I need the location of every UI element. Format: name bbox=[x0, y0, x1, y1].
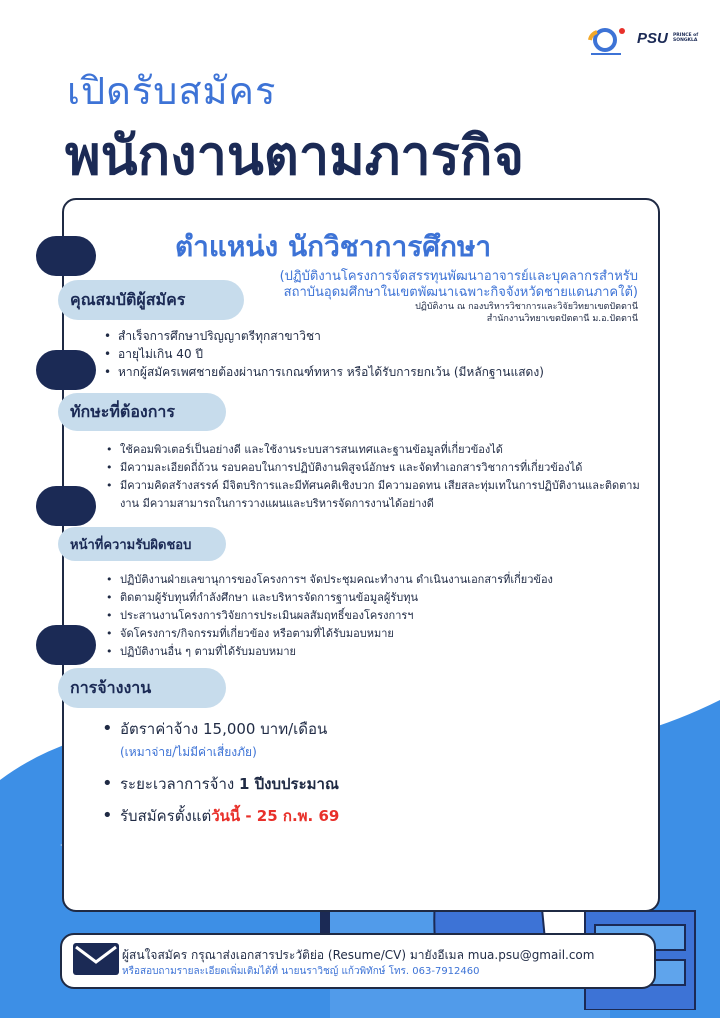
duration-prefix: ระยะเวลาการจ้าง bbox=[120, 775, 239, 793]
list-item: • ปฏิบัติงานฝ่ายเลขานุการของโครงการฯ จัดประชุมคณะทำงาน ดำเนินงานเอกสารที่เกี่ยวข้อง bbox=[104, 571, 649, 589]
position-project-line1: (ปฏิบัติงานโครงการจัดสรรทุนพัฒนาอาจารย์และบุคลากรสำหรับ bbox=[279, 269, 638, 284]
salary-text: อัตราค่าจ้าง 15,000 บาท/เดือน bbox=[120, 720, 328, 738]
qualifications-list bbox=[102, 327, 632, 381]
list-item: • จัดโครงการ/กิจกรรมที่เกี่ยวข้อง หรือตามที่ได้รับมอบหมาย bbox=[104, 625, 649, 643]
psu-logo bbox=[637, 30, 697, 60]
duties-list bbox=[104, 571, 649, 661]
section-tab-decoration bbox=[36, 350, 96, 390]
salary-note: (เหมาจ่าย/ไม่มีค่าเสี่ยงภัย) bbox=[120, 745, 257, 759]
duration-value: 1 ปีงบประมาณ bbox=[239, 775, 339, 793]
section-tab-decoration bbox=[36, 486, 96, 526]
list-item: • ติดตามผู้รับทุนที่กำลังศึกษา และบริหารจัดการฐานข้อมูลผู้รับทุน bbox=[104, 589, 649, 607]
contact-line-1: ผู้สนใจสมัคร กรุณาส่งเอกสารประวัติย่อ (Resume/CV) มายังอีเมล mua.psu@gmail.com bbox=[122, 948, 595, 962]
section-header-employment bbox=[58, 668, 226, 708]
list-item: • ปฏิบัติงานอื่น ๆ ตามที่ได้รับมอบหมาย bbox=[104, 643, 649, 661]
section-label: คุณสมบัติผู้สมัคร bbox=[70, 289, 186, 309]
position-title: ตำแหน่ง นักวิชาการศึกษา bbox=[175, 230, 492, 263]
section-header-duties bbox=[58, 527, 226, 561]
section-tab-decoration bbox=[36, 625, 96, 665]
skills-list bbox=[104, 441, 649, 513]
mail-icon bbox=[72, 942, 120, 976]
section-header-qualifications bbox=[58, 280, 244, 320]
section-tab-decoration bbox=[36, 236, 96, 276]
header-title: พนักงานตามภารกิจ bbox=[65, 124, 525, 187]
psu-logo-mark: PSU bbox=[637, 30, 668, 47]
duration-item bbox=[100, 773, 420, 795]
office-line1: ปฏิบัติงาน ณ กองบริหารวิชาการและวิจัยวิทยาเขตปัตตานี bbox=[415, 302, 638, 312]
list-item: • มีความละเอียดถี่ถ้วน รอบคอบในการปฏิบัติงานพิสูจน์อักษร และจัดทำเอกสารวิชาการที่เกี่ยวข้องได้ bbox=[104, 459, 649, 477]
apply-prefix: รับสมัครตั้งแต่ bbox=[120, 807, 212, 825]
apply-item bbox=[100, 805, 420, 827]
section-label: การจ้างงาน bbox=[70, 677, 152, 697]
employment-list bbox=[100, 718, 420, 827]
office-line2: สำนักงานวิทยาเขตปัตตานี ม.อ.ปัตตานี bbox=[486, 314, 638, 324]
list-item: • สำเร็จการศึกษาปริญญาตรีทุกสาขาวิชา bbox=[102, 327, 632, 345]
header-subtitle: เปิดรับสมัคร bbox=[67, 69, 277, 113]
section-label: หน้าที่ความรับผิดชอบ bbox=[70, 537, 192, 553]
apply-deadline: วันนี้ - 25 ก.พ. 69 bbox=[211, 807, 340, 825]
list-item: • ประสานงานโครงการวิจัยการประเมินผลสัมฤทธิ์ของโครงการฯ bbox=[104, 607, 649, 625]
list-item: • อายุไม่เกิน 40 ปี bbox=[102, 345, 632, 363]
contact-line-2: หรือสอบถามรายละเอียดเพิ่มเติมได้ที่ นายนราวิชญ์ แก้วพิทักษ์ โทร. 063-7912460 bbox=[122, 966, 480, 977]
psu-logo-text: PRINCE of SONGKLA bbox=[673, 33, 699, 43]
list-item: • ใช้คอมพิวเตอร์เป็นอย่างดี และใช้งานระบบสารสนเทศและฐานข้อมูลที่เกี่ยวข้องได้ bbox=[104, 441, 649, 459]
list-item: • มีความคิดสร้างสรรค์ มีจิตบริการและมีทัศนคติเชิงบวก มีความอดทน เสียสละทุ่มเทในการปฏิบัติงานและติดตามงาน มีความสามารถในการวางแผนและบริหารจัดการงานได้อย่างดี bbox=[104, 477, 649, 513]
section-header-skills bbox=[58, 393, 226, 431]
position-project-line2: สถาบันอุดมศึกษาในเขตพัฒนาเฉพาะกิจจังหวัดชายแดนภาคใต้) bbox=[283, 285, 638, 300]
salary-item bbox=[100, 718, 420, 763]
list-item: • หากผู้สมัครเพศชายต้องผ่านการเกณฑ์ทหาร หรือได้รับการยกเว้น (มีหลักฐานแสดง) bbox=[102, 363, 632, 381]
section-label: ทักษะที่ต้องการ bbox=[70, 401, 175, 421]
mua-logo bbox=[587, 26, 629, 58]
